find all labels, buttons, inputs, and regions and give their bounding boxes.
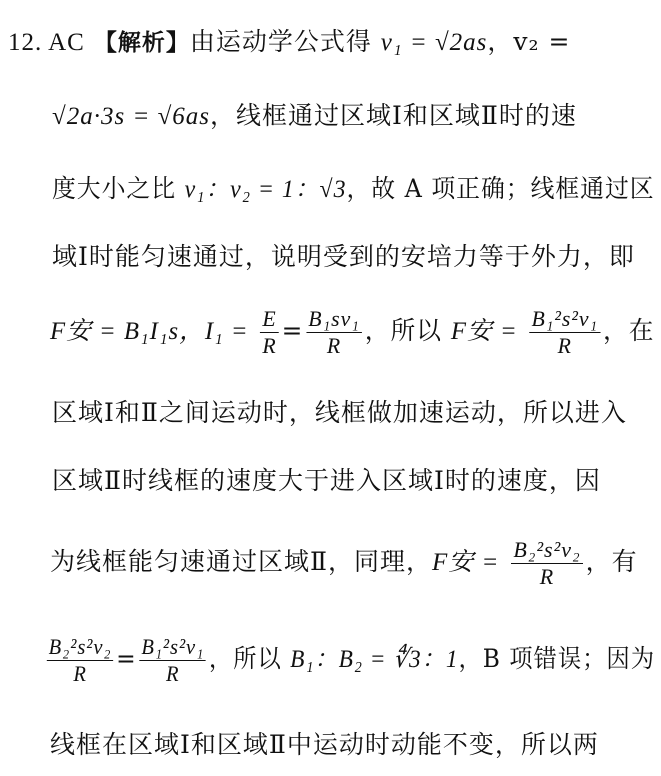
solution-line-6 <box>52 397 627 429</box>
formula-v2: √2a·3s = √6as <box>52 103 211 130</box>
line-text: 区域Ⅱ时线框的速度大于进入区域Ⅰ时的速度，因 <box>52 466 601 495</box>
ampere-force-label: F安 = <box>432 549 500 576</box>
fraction-b1sv1-over-r: $\frac{\text{B₁sv₁}}{R}$ <box>308 306 360 358</box>
fraction-b2sq-over-r: $\frac{\text{B₂²s²v₂}}{R}$ <box>48 634 112 686</box>
solution-line-7 <box>52 465 601 497</box>
velocity-ratio: v₁：v₂ = 1：√3 <box>184 176 347 203</box>
line-text: 为线框能匀速通过区域Ⅱ，同理， <box>50 547 432 576</box>
line-text: ，线框通过区域Ⅰ和区域Ⅱ时的速 <box>210 101 577 130</box>
line-text: 度大小之比 <box>52 174 177 203</box>
line-text: ，B 项错误；因为 <box>458 644 656 673</box>
line-text: 由运动学公式得 <box>189 27 372 56</box>
solution-line-2 <box>52 100 577 133</box>
solution-line-3 <box>52 173 655 206</box>
line-text: ，故 A 项正确；线框通过区 <box>346 174 655 203</box>
fraction-b1sq-over-r: $\frac{\text{B₁²s²v₁}}{R}$ <box>531 306 599 358</box>
line-text: ，所以 <box>208 644 282 673</box>
solution-line-4 <box>52 241 635 273</box>
analysis-label: 【解析】 <box>93 30 190 56</box>
ampere-force-formula: F安 = B₁I₁s，I₁ = <box>50 318 249 345</box>
line-text: 区域Ⅰ和Ⅱ之间运动时，线框做加速运动，所以进入 <box>52 398 627 427</box>
line-text: 域Ⅰ时能匀速通过，说明受到的安培力等于外力，即 <box>52 242 635 271</box>
line-text: ，在 <box>603 316 655 345</box>
fraction-b1sq-over-r: $\frac{\text{B₁²s²v₁}}{R}$ <box>141 634 205 686</box>
fraction-b2sq-over-r: $\frac{\text{B₂²s²v₂}}{R}$ <box>513 537 581 589</box>
solution-line-9: $\frac{\text{B₂²s²v₂}}{R}$ = $\frac{\text{B₁²s²v₁}}{R}$ ，所以 B₁：B₂ = ∜3：1，B 项错误；因为 <box>48 634 656 686</box>
solution-line-5: F安 = B₁I₁s，I₁ = $\frac{E}{R}$ = $\frac{\text{B₁sv₁}}{R}$ ，所以 F安 = $\frac{\text{B₁²s²v₁}}{R}$ ，在 <box>50 306 655 358</box>
field-ratio: B₁：B₂ = ∜3：1 <box>290 646 459 673</box>
formula-v2-start: ，v₂ = <box>487 27 571 56</box>
question-number: 12. AC <box>8 29 85 56</box>
line-text: 线框在区域Ⅰ和区域Ⅱ中运动时动能不变，所以两 <box>50 730 599 759</box>
solution-line-10 <box>50 729 599 761</box>
ampere-force-label: F安 = <box>450 318 518 345</box>
fraction-e-over-r: $\frac{E}{R}$ <box>262 306 277 358</box>
line-text: ，所以 <box>364 316 443 345</box>
solution-line-8 <box>50 527 638 598</box>
solution-line-1 <box>8 26 570 59</box>
line-text: ，有 <box>585 547 638 576</box>
formula-v1: v₁ = √2as <box>380 29 488 56</box>
